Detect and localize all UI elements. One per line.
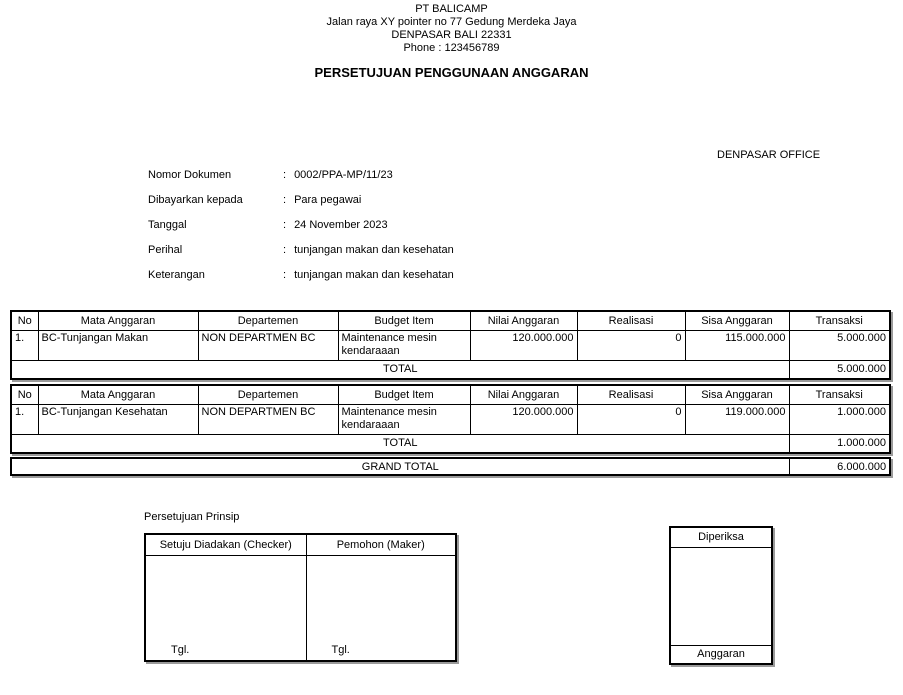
cell-transaksi: 1.000.000 xyxy=(789,404,890,434)
detail-row-keterangan xyxy=(148,269,454,294)
detail-row-nomor-dokumen xyxy=(148,169,454,194)
budget-table-2 xyxy=(10,384,891,454)
detail-value: tunjangan makan dan kesehatan xyxy=(294,244,454,256)
cell-realisasi: 0 xyxy=(577,404,685,434)
column-header-nilai-anggaran: Nilai Anggaran xyxy=(470,385,577,404)
column-header-transaksi: Transaksi xyxy=(789,385,890,404)
cell-departemen: NON DEPARTMEN BC xyxy=(198,330,338,360)
detail-separator: : xyxy=(283,194,287,206)
review-header: Diperiksa xyxy=(671,528,771,548)
budget-table-1 xyxy=(10,310,891,380)
review-footer: Anggaran xyxy=(671,645,771,663)
total-label: TOTAL xyxy=(11,360,789,379)
company-name: PT BALICAMP xyxy=(415,3,488,15)
company-phone: Phone : 123456789 xyxy=(403,42,500,54)
letterhead xyxy=(0,3,903,55)
checker-date-label: Tgl. xyxy=(171,644,190,656)
total-value: 5.000.000 xyxy=(789,360,890,379)
detail-label: Keterangan xyxy=(148,269,205,281)
cell-mata-anggaran: BC-Tunjangan Makan xyxy=(38,330,198,360)
column-header-transaksi: Transaksi xyxy=(789,311,890,330)
column-header-mata-anggaran: Mata Anggaran xyxy=(38,385,198,404)
cell-budget-item: Maintenance mesin kendaraaan xyxy=(338,404,470,434)
column-header-budget-item: Budget Item xyxy=(338,385,470,404)
maker-signature-cell xyxy=(306,556,456,662)
cell-no: 1. xyxy=(11,404,38,434)
column-header-budget-item: Budget Item xyxy=(338,311,470,330)
cell-sisa-anggaran: 115.000.000 xyxy=(685,330,789,360)
detail-row-perihal xyxy=(148,244,454,269)
cell-realisasi: 0 xyxy=(577,330,685,360)
table-row xyxy=(11,330,890,360)
signature-body-row xyxy=(145,556,456,662)
detail-value: 24 November 2023 xyxy=(294,219,388,231)
cell-nilai-anggaran: 120.000.000 xyxy=(470,404,577,434)
review-signature-space xyxy=(671,548,771,645)
column-header-departemen: Departemen xyxy=(198,385,338,404)
table-row xyxy=(11,404,890,434)
column-header-departemen: Departemen xyxy=(198,311,338,330)
column-header-sisa-anggaran: Sisa Anggaran xyxy=(685,385,789,404)
detail-separator: : xyxy=(283,219,287,231)
maker-date-label: Tgl. xyxy=(331,644,350,656)
detail-separator: : xyxy=(283,269,287,281)
cell-sisa-anggaran: 119.000.000 xyxy=(685,404,789,434)
document-title: PERSETUJUAN PENGGUNAAN ANGGARAN xyxy=(314,65,589,80)
detail-label: Perihal xyxy=(148,244,183,256)
grand-total-value: 6.000.000 xyxy=(789,458,890,475)
grand-total-row xyxy=(11,458,890,475)
maker-header: Pemohon (Maker) xyxy=(306,534,456,556)
cell-mata-anggaran: BC-Tunjangan Kesehatan xyxy=(38,404,198,434)
table-header-row xyxy=(11,311,890,330)
cell-nilai-anggaran: 120.000.000 xyxy=(470,330,577,360)
column-header-no: No xyxy=(11,385,38,404)
signature-header-row xyxy=(145,534,456,556)
column-header-realisasi: Realisasi xyxy=(577,385,685,404)
total-row xyxy=(11,434,890,453)
column-header-realisasi: Realisasi xyxy=(577,311,685,330)
cell-departemen: NON DEPARTMEN BC xyxy=(198,404,338,434)
grand-total-table xyxy=(10,457,891,476)
table-header-row xyxy=(11,385,890,404)
detail-label: Nomor Dokumen xyxy=(148,169,232,181)
company-city: DENPASAR BALI 22331 xyxy=(391,29,512,41)
detail-separator: : xyxy=(283,169,287,181)
detail-value: Para pegawai xyxy=(294,194,362,206)
detail-row-dibayarkan-kepada xyxy=(148,194,454,219)
signature-section-label: Persetujuan Prinsip xyxy=(144,511,240,523)
checker-signature-cell xyxy=(145,556,306,662)
detail-value: tunjangan makan dan kesehatan xyxy=(294,269,454,281)
signature-table xyxy=(144,533,457,662)
column-header-no: No xyxy=(11,311,38,330)
detail-row-tanggal xyxy=(148,219,454,244)
checker-header: Setuju Diadakan (Checker) xyxy=(145,534,306,556)
detail-label: Tanggal xyxy=(148,219,187,231)
total-value: 1.000.000 xyxy=(789,434,890,453)
cell-budget-item: Maintenance mesin kendaraaan xyxy=(338,330,470,360)
detail-value: 0002/PPA-MP/11/23 xyxy=(294,169,393,181)
total-row xyxy=(11,360,890,379)
total-label: TOTAL xyxy=(11,434,789,453)
office-label: DENPASAR OFFICE xyxy=(717,149,821,161)
company-address: Jalan raya XY pointer no 77 Gedung Merdeka Jaya xyxy=(326,16,577,28)
grand-total-label: GRAND TOTAL xyxy=(11,458,789,475)
column-header-sisa-anggaran: Sisa Anggaran xyxy=(685,311,789,330)
cell-no: 1. xyxy=(11,330,38,360)
detail-label: Dibayarkan kepada xyxy=(148,194,243,206)
column-header-nilai-anggaran: Nilai Anggaran xyxy=(470,311,577,330)
document-details xyxy=(148,169,454,294)
review-box xyxy=(669,526,773,665)
cell-transaksi: 5.000.000 xyxy=(789,330,890,360)
column-header-mata-anggaran: Mata Anggaran xyxy=(38,311,198,330)
detail-separator: : xyxy=(283,244,287,256)
